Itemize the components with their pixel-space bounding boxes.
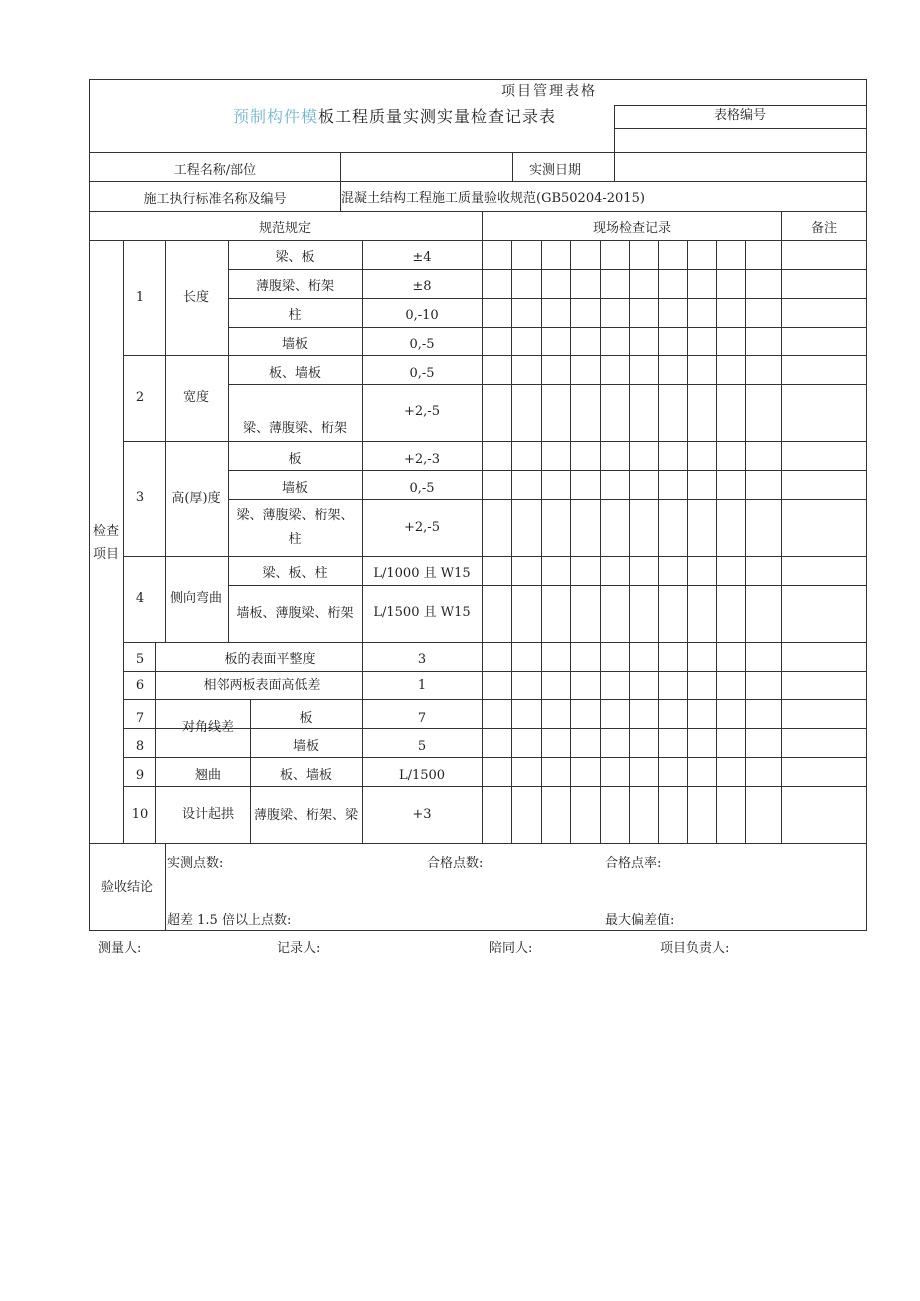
inspection-items-label-line1: 检查 <box>92 524 120 539</box>
item-no: 3 <box>135 490 145 506</box>
inspection-items-label-line2: 项目 <box>92 547 120 562</box>
item-tolerance: 0,-10 <box>405 308 439 324</box>
form-title <box>233 107 556 126</box>
item-no: 1 <box>135 290 145 306</box>
max-deviation-label: 最大偏差值: <box>605 913 675 928</box>
inspection-items-label <box>93 520 119 566</box>
item-name: 侧向弯曲 <box>169 591 223 607</box>
remark-column-header: 备注 <box>810 221 838 237</box>
item-name: 翘曲 <box>194 768 222 784</box>
item-part: 梁、板、柱 <box>262 566 328 582</box>
item-tolerance: L/1000 且 W15 <box>373 566 471 582</box>
recorder-label: 记录人: <box>277 941 321 956</box>
item-no: 10 <box>131 807 149 823</box>
spec-column-header: 规范规定 <box>258 221 312 237</box>
item-part: 板 <box>299 711 313 727</box>
project-name-label: 工程名称/部位 <box>173 163 257 179</box>
item-no: 2 <box>135 390 145 406</box>
form-title-prefix: 预制构件模 <box>233 107 319 126</box>
standard-value: 混凝土结构工程施工质量验收规范(GB50204-2015) <box>341 191 645 206</box>
item-tolerance: 7 <box>417 711 427 727</box>
item-no: 9 <box>135 768 145 784</box>
item-tolerance: ±8 <box>412 279 432 295</box>
over-tolerance-points-label: 超差 1.5 倍以上点数: <box>167 913 292 928</box>
item-name: 长度 <box>182 290 210 306</box>
item-tolerance: L/1500 <box>398 768 446 784</box>
item-no: 8 <box>135 739 145 755</box>
item-no: 4 <box>135 591 145 607</box>
item-tolerance: +2,-5 <box>404 404 440 420</box>
standard-label: 施工执行标准名称及编号 <box>143 192 287 208</box>
item-tolerance: 3 <box>417 652 427 668</box>
item-part: 柱 <box>288 308 302 324</box>
surveyor-label: 测量人: <box>98 941 142 956</box>
item-tolerance: 0,-5 <box>409 366 435 382</box>
item-no: 6 <box>135 678 145 694</box>
item-part: 板、墙板 <box>279 768 333 784</box>
form-no-label: 表格编号 <box>713 108 767 124</box>
item-part: 板 <box>288 452 302 468</box>
item-tolerance: +3 <box>412 807 432 823</box>
item-part: 板、墙板 <box>268 366 322 382</box>
form-header-title: 项目管理表格 <box>501 83 597 100</box>
item-part: 墙板 <box>292 739 320 755</box>
item-part: 薄腹梁、桁架 <box>255 279 335 295</box>
item-no: 7 <box>135 711 145 727</box>
item-tolerance: 5 <box>417 739 427 755</box>
form-title-suffix: 板工程质量实测实量检查记录表 <box>318 107 557 126</box>
item-part: 梁、薄腹梁、桁架、柱 <box>236 508 354 547</box>
item-no: 5 <box>135 652 145 668</box>
measured-points-label: 实测点数: <box>167 856 224 871</box>
item-tolerance: 0,-5 <box>409 337 435 353</box>
item-tolerance: +2,-5 <box>404 520 440 536</box>
item-name: 宽度 <box>182 390 210 406</box>
accompany-label: 陪同人: <box>489 941 533 956</box>
record-column-header: 现场检查记录 <box>592 221 672 237</box>
item-name: 对角线差 <box>181 720 235 736</box>
item-name: 板的表面平整度 <box>224 652 316 668</box>
item-name: 高(厚)度 <box>171 491 221 507</box>
item-part: 墙板 <box>281 481 309 497</box>
item-name: 相邻两板表面高低差 <box>203 678 321 694</box>
item-name: 设计起拱 <box>181 807 235 823</box>
conclusion-label: 验收结论 <box>100 880 154 896</box>
item-part: 薄腹梁、桁架、梁 <box>253 808 358 823</box>
qualified-points-label: 合格点数: <box>427 856 484 871</box>
item-tolerance: +2,-3 <box>404 452 440 468</box>
qualified-rate-label: 合格点率: <box>605 856 662 871</box>
item-tolerance: 0,-5 <box>409 481 435 497</box>
item-tolerance: L/1500 且 W15 <box>373 605 471 621</box>
item-tolerance: ±4 <box>412 250 432 266</box>
item-part: 梁、薄腹梁、桁架 <box>242 421 348 437</box>
item-part: 墙板、薄腹梁、桁架 <box>236 606 354 621</box>
item-tolerance: 1 <box>417 678 427 694</box>
item-part: 墙板 <box>281 337 309 353</box>
item-part: 梁、板 <box>275 250 315 266</box>
project-manager-label: 项目负责人: <box>660 941 730 956</box>
measure-date-label: 实测日期 <box>528 163 582 179</box>
